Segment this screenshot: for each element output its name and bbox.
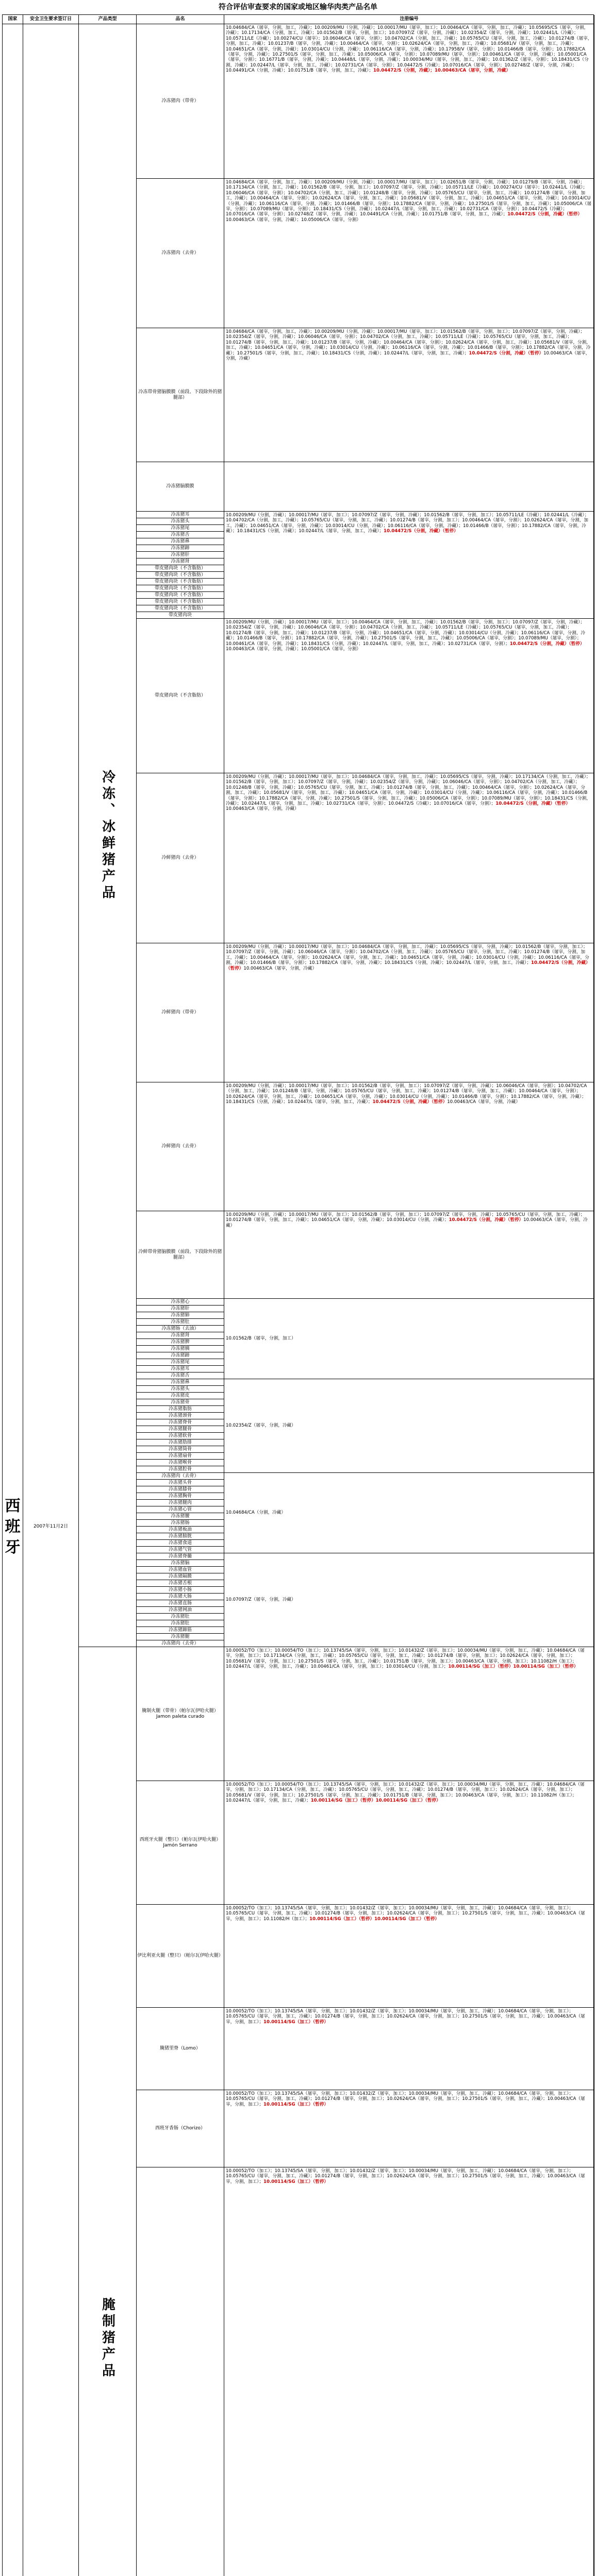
product-name: 带皮猪肉块（不含脂肪） [137,585,224,592]
registration-entry: 10.05006/CA（屠宰，分割）；10.07089/MU（屠宰，分割）； [419,795,545,801]
registration-entry: 10.01466/B（屠宰，分割）；10.17882/CA（屠宰，分割，冷藏）；10.27501/S（屠宰，分割，加工，冷藏）； [334,201,554,207]
registration-entry: 10.04651/CA（屠宰，分割，冷藏）；10.03014/CU（分割，冷藏）；10.06116/CA（屠宰，分割，冷藏）；10.17958/V（屠宰，分割）； [226,46,498,52]
registration-entry: 10.00464/CA（屠宰，分割）；10.02624/CA（屠宰，分割，加工，冷藏）；10.05681/V（屠宰，分割，加工，冷藏）； [226,785,586,796]
product-name: 冷冻猪腿肉 [137,1500,224,1506]
product-name: 冷冻猪隔膜 [137,1573,224,1580]
registration-entry: 10.01466/B（屠宰，分割）；10.17882/CA（屠宰，分割，冷藏）； [226,523,586,534]
header-country: 国家 [3,15,23,24]
registration-entry: 10.02624/CA（屠宰，分割，加工）； [387,1911,462,1917]
suspended-registration: 10.04472/S（分割，冷藏）（暂停） [509,641,585,647]
registration-entry: 10.00209/MU（分割，冷藏）；10.00017/MU（屠宰，加工）；10.00464/CA（屠宰，分割，加工，冷藏）； [226,620,440,625]
registration-entry: 10.00052/TO（加工）； [226,2009,275,2014]
page-title: 符合评估审查要求的国家或地区输华肉类产品名单 [219,3,377,11]
suspended-registration: 10.00114/SG（加工）（暂停） [263,2179,329,2184]
registration-entry: 10.00463/CA（屠宰，分割，冷藏） [226,1217,588,1228]
registration-entry: 10.00209/MU（分割，冷藏）；10.00017/MU（屠宰，加工）； [226,944,352,950]
registration-entry: 10.00463/CA（屠宰，分割，冷藏） [226,806,299,812]
product-name: 冷冻猪肚 [137,1614,224,1620]
product-name: 冷冻猪肺 [137,1312,224,1319]
product-name: 冷鲜带骨猪脑膜膜（前段、下段除外的猪腿部） [137,1211,224,1299]
product-name: 冷冻猪耳 [137,1366,224,1372]
product-name: 冷冻猪肉（带骨） [137,24,224,179]
registration-entry: 10.00464/CA（屠宰，分割）；10.02624/CA（屠宰，分割，加工，冷藏）；10.05681/V（屠宰，分割，加工，冷藏）； [340,41,576,47]
registration-entry: 10.18431/CS（分割，冷藏）；10.02447/L（屠宰，分割，加工，冷藏）； [322,350,469,356]
registration-entry: 10.04491/CA（分割，冷藏）；10.01751/B（屠宰，分割，加工，冷藏）； [360,212,508,217]
registration-entry: 10.02624/CA（屠宰，分割，加工）； [387,2174,462,2179]
product-name: 冷冻猪蹄 [137,1352,224,1359]
registration-entry: 10.04684/CA（屠宰，分割，加工，冷藏）；10.05695/CS（屠宰，分割，冷藏）； [352,944,516,950]
suspended-registration: 10.00114/SG（加工）（暂停） [513,1664,578,1670]
suspended-registration: 10.04472/S（分割，冷藏）（暂停） [384,529,458,534]
product-name: 冷冻猪肋排 [137,1439,224,1446]
registration-entry: 10.18431/CS（分割，冷藏）；10.02447/L（屠宰，分割，加工，冷藏）； [237,529,384,534]
product-name: 冷冻猪脊髓 [137,1553,224,1560]
registration-entry: 10.05765/CU（屠宰，分割，加工，冷藏）； [226,1911,315,1917]
registration-entry: 10.00052/TO（加工）； [226,1648,275,1653]
suspended-registration: 10.04472/S（分割，冷藏）（暂停） [495,801,570,807]
sign-date-cell: 2007年11月2日 [23,24,79,2576]
registration-entry: 10.00463/CA（屠宰，分割，冷藏） [447,1099,520,1105]
suspended-registration: 10.04472/S（分割，冷藏）（暂停） [469,350,544,356]
registration-entry: 10.02624/CA（屠宰，分割，加工）； [500,1653,575,1659]
product-name: 冷冻猪扇骨 [137,1453,224,1460]
product-name: 冷冻猪腰 [137,1513,224,1520]
registration-entry: 10.05765/CU（屠宰，分割，加工，冷藏）；10.01274/B（屠宰，分割，加工，冷藏）； [298,785,473,790]
registration-entry: 10.01466/B（屠宰，分割）；10.17882/CA（屠宰，分割，冷藏）；10.27501/S（屠宰，分割，加工，冷藏）； [237,636,457,641]
registration-entry: 10.05765/CU（屠宰，分割，加工，冷藏）；10.01274/B（屠宰，分割，加工，冷藏）；10.01237/B（屠宰，分割，冷藏）； [226,36,592,47]
registration-entry: 10.05765/CU（屠宰，分割，加工，冷藏）；10.01274/B（屠宰，分割，加工，冷藏）；10.01237/B（屠宰，分割，冷藏）； [226,334,572,345]
registration-entry: 10.11082/H（加工）； [263,1916,310,1922]
registration-entry: 10.05681/V（屠宰，分割，加工）； [226,1792,299,1798]
product-name: 带皮猪肉块（不含脂肪） [137,599,224,605]
registration-entry: 10.04472/S（冷藏）；10.07016/CA（屠宰，分割）； [388,801,496,807]
registration-entry: 10.27501/S（屠宰，分割，加工，冷藏）； [462,2174,548,2179]
registration-entry: 10.00034/MU（屠宰，分割，加工，冷藏）； [408,2009,499,2014]
product-name: 冷冻猪肝 [137,552,224,558]
registration-entry: 10.04684/CA（屠宰，分割，加工，冷藏）；10.00209/MU（分割，冷藏）；10.00017/MU（屠宰，加工）； [226,329,440,334]
registration-entry: 10.01466/B（屠宰，分割）；10.17882/CA（屠宰，分割，冷藏）； [250,960,385,966]
registration-entry: 10.04651/CA（屠宰，分割，冷藏）；10.03014/CU（分割，冷藏）；10.06116/CA（屠宰，分割，冷藏）； [226,955,589,966]
registration-entry: 10.05711/LE（冷藏）；10.00274/CU（屠宰）； [226,36,323,41]
header-product-type: 产品类型 [79,15,137,24]
product-name: 冷冻猪脊骨 [137,1419,224,1426]
product-name: 冷冻猪软骨 [137,1433,224,1439]
registration-numbers [224,773,594,943]
registration-entry: 10.27501/S（屠宰，分割，加工，冷藏）； [462,1911,548,1917]
registration-entry: 10.01751/B（屠宰，分割，加工）； [383,1792,456,1798]
registration-entry: 10.04702/CA（分割，加工，冷藏）；10.05765/CU（屠宰，分割，加工，冷藏）；10.01274/B（屠宰，分割，加工）； [226,518,462,523]
registration-entry: 10.00209/MU（分割，冷藏）；10.00017/MU（屠宰，加工）；10.07097/Z（屠宰，分割，冷藏）； [226,513,424,518]
registration-entry: 10.01274/B（屠宰，分割，加工）； [314,2174,387,2179]
product-name: 带皮猪肉块（不含脂肪） [137,565,224,572]
product-name: 冷冻猪肚 [137,1319,224,1326]
registration-entry: 10.06046/CA（屠宰，分割）；10.04702/CA（分割，加工，冷藏）；10.01248/B（屠宰，分割，冷藏）； [226,779,580,790]
suspended-registration: 10.04472/S（分割，冷藏）；10.00463/CA（屠宰，分割，冷藏） [373,68,511,74]
registration-entry: 10.00034/MU（屠宰，分割，加工，冷藏）； [408,2091,499,2096]
registration-entry: 10.01562/B（屠宰，分割，加工）；10.07097/Z（屠宰，分割，冷藏）； [226,944,588,955]
registration-entry: 10.00463/CA（屠宰，分割，冷藏） [243,965,317,971]
registration-entry: 10.00463/CA（屠宰，分割，加工）； [455,1658,531,1664]
registration-entry: 10.01274/B（屠宰，分割，加工）； [314,2014,387,2020]
registration-entry: 10.13745/SA（屠宰，分割，加工）； [323,1782,399,1787]
product-name [137,2167,224,2576]
header-product-name: 品名 [137,15,224,24]
registration-entry: 10.01562/B（屠宰，分割，加工）；10.07097/Z（屠宰，分割，冷藏）； [317,30,461,36]
product-name: 冷冻猪肾 [137,558,224,565]
suspended-registration: 10.00114/SG（加工）（暂停） [374,1916,440,1922]
registration-entry: 10.04684/CA（屠宰，分割，加工）； [226,1648,585,1659]
product-name: 冷冻猪小肠 [137,1587,224,1594]
registration-entry: 10.00034/MU（屠宰，分割，加工，冷藏）； [408,1906,499,1911]
product-name: 冷冻猪头 [137,518,224,525]
registration-entry: 10.00209/MU（分割，冷藏）；10.00017/MU（屠宰，加工）； [226,774,352,779]
registration-entry: 10.06046/CA（屠宰，分割）；10.04702/CA（分割，加工，冷藏）； [298,950,436,955]
registration-entry: 10.01466/B（屠宰，分割）；10.17882/CA（屠宰，分割，冷藏）；10.27501/S（屠宰，分割，加工，冷藏）； [226,790,588,801]
registration-entry: 10.00463/CA（屠宰，分割，加工）； [226,2014,585,2025]
product-name: 冷冻猪腿骨 [137,1426,224,1433]
registration-entry: 10.00464/CA（屠宰，分割）；10.02624/CA（屠宰，分割，加工，冷藏）；10.05681/V（屠宰，分割，加工，冷藏）； [226,340,591,351]
registration-entry: 10.18431/CS（分割，冷藏）；10.02447/L（屠宰，分割，加工，冷藏）；10.02731/CA（屠宰，分割）； [226,57,589,68]
registration-entry: 10.00052/TO（加工）； [226,1782,275,1787]
registration-numbers: 10.07097/Z（屠宰，分割，冷藏） [224,1553,594,1647]
registration-numbers: 10.04684/CA（分割，冷藏） [224,1473,594,1553]
registration-entry: 10.04684/CA（屠宰，分割，加工，冷藏）；10.05695/CS（屠宰，分割，冷藏）；10.17134/CA（分割，加工，冷藏）； [352,774,591,779]
registration-entry: 10.00464/CA（屠宰，分割）；10.02624/CA（屠宰，分割，加工，冷藏）； [226,1089,581,1099]
registration-entry: 10.04684/CA（屠宰，分割，加工，冷藏）；10.00209/MU（分割，冷藏）；10.00017/MU（屠宰，加工）； [226,25,440,30]
registration-entry: 10.27501/S（屠宰，分割，加工，冷藏）； [462,2096,548,2102]
registration-entry: 10.00464/CA（屠宰，分割）；10.02624/CA（屠宰，分割，加工，冷藏）；10.05681/V（屠宰，分割，加工，冷藏）； [250,196,487,201]
registration-numbers: 10.01562/B（屠宰，分割，加工） [224,1299,594,1379]
product-table [2,14,594,2576]
registration-numbers [224,2008,594,2090]
product-name: 冷冻猪舌 [137,532,224,538]
product-name: 冷冻猪皮 [137,1393,224,1399]
product-name: 冷冻猪腔骨 [137,1466,224,1473]
registration-entry: 10.27501/S（屠宰，分割，加工，冷藏）； [462,2014,548,2020]
registration-entry: 10.01274/B（屠宰，分割，加工）； [314,2096,387,2102]
registration-entry: 10.18431/CS（分割，冷藏）；10.02447/L（屠宰，分割，加工，冷藏）；10.02731/CA（屠宰，分割）； [226,795,591,807]
product-name: 腌制火腿（带骨）（帕尔瓦伊哈火腿） Jamon paleta curado [137,1647,224,1781]
registration-entry: 10.05006/CA（屠宰，分割）；10.07089/MU（屠宰，分割）；10.00461/CA（屠宰，分割，冷藏）； [357,52,558,58]
registration-entry: 10.05765/CU（屠宰，分割，加工，冷藏）；10.01274/B（屠宰，分割，加工，冷藏）； [226,1212,585,1223]
registration-entry: 10.04684/CA（屠宰，分割，加工）； [498,2009,574,2014]
registration-entry: 10.01466/B（屠宰，分割）；10.17882/CA（屠宰，分割，冷藏）；10.27501/S（屠宰，分割，加工，冷藏）； [226,345,591,356]
product-name: 冷鲜猪肉（去骨） [137,773,224,943]
registration-entry: 10.27501/S（屠宰，分割，加工，冷藏）； [298,1792,384,1798]
product-name: 冷冻猪喉骨 [137,1460,224,1466]
registration-entry: 10.00463/CA（屠宰，分割，冷藏）；10.05006/CA（屠宰，分割） [226,217,361,223]
registration-entry: 10.00464/CA（屠宰，分割）；10.02624/CA（屠宰，分割，加工，冷藏）； [226,518,589,529]
registration-entry: 10.04472/S（冷藏）；10.07016/CA（屠宰，分割）；10.02748/Z（屠宰，分割，冷藏）； [397,62,577,68]
registration-entry: 10.05765/CU（屠宰，分割，加工，冷藏）；10.01274/B（屠宰，分割，加工，冷藏）；10.01237/B（屠宰，分割，冷藏）； [226,625,572,636]
registration-entry: 10.18431/CS（分割，冷藏）；10.02447/L（屠宰，分割，加工，冷藏）； [226,1099,373,1105]
registration-entry: 10.04491/CA（分割，冷藏）；10.01751/B（屠宰，分割，加工，冷藏）； [226,68,374,74]
registration-entry: 10.01562/B（屠宰，分割，加工）；10.07097/Z（屠宰，分割，冷藏）；10.02354/Z（屠宰，分割，冷藏）； [226,779,443,785]
registration-entry: 10.17134/CA（分割，加工，冷藏）； [263,1653,339,1659]
registration-entry: 10.18431/CS（分割，冷藏）；10.02447/L（屠宰，分割，加工，冷藏）；10.02731/CA（屠宰，分割）； [313,207,522,212]
registration-entry: 10.06046/CA（屠宰，分割）；10.04702/CA（分割，加工，冷藏）；10.05711/LE（冷藏）； [298,334,484,340]
product-name: 带皮猪肉块 [137,612,224,619]
registration-entry: 10.01432/Z（屠宰，加工）； [350,2168,409,2174]
registration-entry: 10.04651/CA（屠宰，分割，冷藏）；10.03014/CU（分割，冷藏）；10.06116/CA（屠宰，分割，冷藏）； [226,196,591,207]
registration-entry: 10.05765/CU（屠宰，分割，加工，冷藏）；10.01274/B（屠宰，分割，加工，冷藏）； [226,950,586,960]
registration-entry: 10.13745/SA（屠宰，分割，加工）； [274,2009,350,2014]
registration-entry: 10.05681/V（屠宰，分割，加工）； [226,1658,299,1664]
registration-entry: 10.00052/TO（加工）； [226,1906,275,1911]
suspended-registration: 10.00114/SG（加工）（暂停） [310,1798,376,1804]
registration-entry: 10.04684/CA（屠宰，分割，加工）； [226,1782,585,1793]
registration-entry: 10.05765/CU（屠宰，分割，加工，冷藏）； [339,1787,428,1793]
registration-numbers-empty [224,462,594,512]
registration-entry: 10.18431/CS（分割，冷藏）；10.02447/L（屠宰，分割，加工，冷藏）；10.02731/CA（屠宰，分割）； [301,641,510,647]
product-name: 冷冻猪血管 [137,1567,224,1573]
product-name: 冷冻猪骨 [137,1399,224,1406]
product-name: 冷冻猪胸骨 [137,1493,224,1500]
product-name: 冷冻猪肠（去油） [137,1326,224,1332]
registration-entry: 10.27501/S（屠宰，分割，加工，冷藏）； [298,1658,384,1664]
registration-entry: 10.04472/S（冷藏）；10.07016/CA（屠宰，分割）；10.02748/Z（屠宰，分割，冷藏）； [226,207,568,217]
registration-entry: 10.04684/CA（屠宰，分割，加工）； [498,2091,574,2096]
product-name: 冷冻猪脾 [137,1339,224,1346]
product-name: 冷冻猪肾 [137,1332,224,1339]
suspended-registration: 10.00114/SG（加工）（暂停） [375,1798,441,1804]
registration-entry: 10.02624/CA（屠宰，分割，加工）； [500,1787,575,1793]
product-name: 冷冻猪头 [137,1386,224,1393]
product-name: 冷冻猪鼻 [137,538,224,545]
registration-entry: 10.06046/CA（屠宰，分割）；10.04702/CA（分割，加工，冷藏）；10.05711/LE（冷藏）； [298,625,484,631]
registration-entry: 10.01432/Z（屠宰，加工）； [350,2009,409,2014]
product-name: 带皮猪肉块（不含脂肪） [137,579,224,585]
registration-entry: 10.02651/B（屠宰，分割，冷藏）；10.01279/B（屠宰，分割，冷藏）；10.17134/CA（分割，加工，冷藏）； [226,180,585,191]
registration-entry: 10.05765/CU（屠宰，分割，加工，冷藏）； [226,2096,315,2102]
registration-entry: 10.13745/SA（屠宰，分割，加工）； [323,1648,399,1653]
product-name: 冷冻猪颈骨 [137,1413,224,1419]
registration-numbers [224,328,594,462]
registration-numbers [224,619,594,773]
registration-entry: 10.00209/MU（分割，冷藏）；10.00017/MU（屠宰，加工）； [226,1212,352,1217]
registration-entry: 10.05765/CU（屠宰，分割，加工，冷藏）； [226,2174,315,2179]
registration-entry: 10.00463/CA（屠宰，分割，加工）； [226,2174,585,2184]
registration-entry: 10.06046/CA（屠宰，分割）；10.04702/CA（分割，加工，冷藏）；10.01248/B（屠宰，分割，冷藏）； [226,1083,587,1094]
registration-entry: 10.05006/CA（屠宰，分割）；10.07089/MU（屠宰，分割）； [226,201,592,212]
product-name: 带皮猪肉块（不含脂肪） [137,572,224,579]
registration-numbers [224,943,594,1082]
product-name: 冷冻猪胰 [137,1346,224,1352]
registration-entry: 10.00463/CA（屠宰，分割，加工）； [226,2096,585,2107]
registration-entry: 10.05001/CA（屠宰，分割）；10.16771/B（屠宰，分割，冷藏）； [226,52,587,63]
product-name: 冷冻猪板油 [137,1527,224,1533]
registration-entry: 10.04448/L（屠宰，分割，冷藏）；10.00034/MU（屠宰，分割，加工，冷藏）；10.01362/Z（屠宰，分割）； [331,57,552,63]
registration-numbers [224,1781,594,1905]
suspended-registration: 10.00114/SG（加工）（暂停） [448,1664,514,1670]
product-name: 西班牙火腿（整只）（帕尔瓦伊哈火腿） Jamón Serrano [137,1781,224,1905]
product-name: 冷冻猪肉（去骨） [137,1640,224,1647]
suspended-registration: 10.04472/S（分割，冷藏）（暂停） [449,1217,524,1223]
product-name: 腌猪里脊（Lomo） [137,2008,224,2090]
product-name: 冷冻猪脑 [137,1560,224,1567]
registration-entry: 10.06046/CA（屠宰，分割）；10.04702/CA（分割，加工，冷藏）； [322,36,460,41]
product-name: 西班牙香肠（Chorizo） [137,2090,224,2167]
registration-entry: 10.13745/SA（屠宰，分割，加工）； [274,2091,350,2096]
product-name: 冷冻猪鼻 [137,1379,224,1386]
suspended-registration: 10.04472/S（分割，冷藏）（暂停） [507,212,582,217]
registration-entry: 10.01432/Z（屠宰，加工）； [398,1782,458,1787]
registration-entry: 10.02447/L（屠宰，分割，加工，冷藏）； [226,1664,311,1670]
product-name: 冷冻猪网油 [137,1607,224,1614]
registration-numbers [224,24,594,179]
registration-entry: 10.00463/CA（屠宰，分割，加工）； [226,1911,585,1922]
product-name: 冷冻猪膀胱 [137,1533,224,1540]
country-cell: 西班牙 [3,24,23,2576]
registration-entry: 10.00034/MU（屠宰，分割，加工，冷藏）； [408,2168,499,2174]
suspended-registration: 10.04472/S（分割，冷藏）（暂停） [226,960,590,971]
product-name: 冷冻猪膝骨 [137,1486,224,1493]
registration-entry: 10.13745/SA（屠宰，分割，加工）； [274,1906,350,1911]
product-name: 冷冻猪蹄筋 [137,1627,224,1634]
suspended-registration: 10.00114/SG（加工）（暂停） [309,1916,375,1922]
registration-entry: 10.18431/CS（分割，冷藏）；10.02447/L（屠宰，分割，加工，冷藏）； [384,960,532,966]
product-name: 冷冻猪蹄 [137,545,224,552]
registration-entry: 10.01432/Z（屠宰，加工）； [350,1906,409,1911]
product-name: 冷冻猪尾 [137,1359,224,1366]
product-name: 带皮猪肉块（不含脂肪） [137,605,224,612]
registration-entry: 10.00054/TO（加工）； [274,1782,324,1787]
registration-numbers [224,1905,594,2008]
registration-entry: 10.02624/CA（屠宰，分割，加工）； [387,2096,462,2102]
product-name: 冷冻猪肠 [137,1520,224,1527]
product-name: 冷冻猪脑膜膜 [137,462,224,512]
registration-entry: 10.05765/CU（屠宰，分割，加工，冷藏）； [339,1653,428,1659]
registration-entry: 10.04651/CA（屠宰，分割，冷藏）；10.03014/CU（分割，冷藏）；10.06116/CA（屠宰，分割，冷藏）； [349,790,562,796]
registration-entry: 10.00463/CA（屠宰，分割，冷藏） [226,350,590,362]
registration-entry: 10.00034/MU（屠宰，分割，加工，冷藏）； [457,1648,547,1653]
registration-entry: 10.01562/B（屠宰，分割，加工）；10.07097/Z（屠宰，分割，冷藏）； [301,185,446,191]
registration-entry: 10.00209/MU（分割，冷藏）；10.00017/MU（屠宰，加工）； [226,1083,352,1089]
registration-entry: 10.04651/CA（屠宰，分割，冷藏）；10.03014/CU（分割，冷藏）；10.06116/CA（屠宰，分割，冷藏）； [226,630,586,641]
product-name: 冷冻猪耳 [137,512,224,518]
registration-entry: 10.01274/B（屠宰，分割，加工）； [314,1911,387,1917]
registration-entry: 10.00463/CA（屠宰，分割，冷藏）；10.05001/CA（屠宰，分割） [226,647,361,652]
registration-entry: 10.00463/CA（屠宰，分割，加工）； [455,1792,531,1798]
product-name: 冷冻猪大肠 [137,1594,224,1600]
product-name: 冷冻猪肉（去骨） [137,1473,224,1480]
registration-numbers [224,2167,594,2576]
product-name: 带皮猪肉块（不含脂肪） [137,619,224,773]
registration-entry: 10.01562/B（屠宰，分割，加工）；10.07097/Z（屠宰，分割，冷藏）； [352,1212,496,1217]
registration-entry: 10.03014/CU（分割，加工）； [386,1664,449,1670]
product-name: 冷鲜猪肉（带骨） [137,943,224,1082]
registration-entry: 10.00464/CA（屠宰，分割，加工，冷藏）；10.05695/CS（屠宰，分割，冷藏）；10.17134/CA（分割，加工，冷藏）； [226,25,589,36]
registration-entry: 10.00052/TO（加工）； [226,2168,275,2174]
product-name: 冷冻猪气管 [137,1547,224,1553]
registration-entry: 10.01466/B（屠宰，分割）；10.17882/CA（屠宰，分割，冷藏）；10.27501/S（屠宰，分割，加工，冷藏）； [226,46,585,58]
registration-entry: 10.00052/TO（加工）； [226,2091,275,2096]
registration-numbers [224,1082,594,1211]
registration-entry: 10.00461/CA（屠宰，分割，加工）； [310,1664,386,1670]
product-name: 冷冻猪直肠 [137,1600,224,1607]
registration-numbers [224,1211,594,1299]
product-name: 冷冻猪舌 [137,1372,224,1379]
product-name: 冷冻猪头骨 [137,1480,224,1486]
header-registration: 注册编号 [224,15,594,24]
product-name: 冷冻猪尾 [137,525,224,532]
registration-entry: 10.01562/B（屠宰，分割，加工）；10.07097/Z（屠宰，分割，冷藏）；10.02354/Z（屠宰，分割，冷藏）； [226,329,585,340]
registration-entry: 10.02624/CA（屠宰，分割，加工）； [387,2014,462,2020]
registration-numbers [224,1647,594,1781]
header-sign-date: 安全卫生要求签订日 [23,15,79,24]
registration-entry: 10.04651/CA（屠宰，分割，冷藏）；10.03014/CU（分割，冷藏）； [311,1217,449,1223]
registration-entry: 10.05711/LE（冷藏）；10.00274/CU（屠宰）；10.02441/L（冷藏）； [445,185,588,191]
product-name: 冷冻猪舌根 [137,1580,224,1587]
registration-entry: 10.04684/CA（屠宰，分割，加工）； [498,1906,574,1911]
registration-entry: 10.17134/CA（分割，加工，冷藏）； [263,1787,339,1793]
product-name: 冷冻猪腿 [137,1634,224,1640]
registration-entry: 10.06046/CA（屠宰，分割）；10.04702/CA（分割，加工，冷藏）；10.01248/B（屠宰，分割，冷藏）； [226,190,436,196]
registration-entry: 10.11082/H（加工）； [531,1658,577,1664]
registration-numbers [224,2090,594,2167]
registration-entry: 10.04651/CA（屠宰，分割，冷藏）；10.03014/CU（分割，冷藏）；10.06116/CA（屠宰，分割，冷藏）； [250,523,463,529]
registration-entry: 10.13745/SA（屠宰，分割，加工）； [274,2168,350,2174]
registration-entry: 10.01562/B（屠宰，分割，加工）；10.07097/Z（屠宰，分割，冷藏）；10.02354/Z（屠宰，分割，冷藏）； [226,620,585,631]
registration-entry: 10.05765/CU（屠宰，分割，加工，冷藏）；10.01274/B（屠宰，分割，加工，冷藏）； [344,1089,519,1094]
product-name: 冷冻猪心 [137,1299,224,1306]
registration-entry: 10.04684/CA（屠宰，分割，加工）； [498,2168,574,2174]
registration-entry: 10.01466/B（屠宰，分割）；10.17882/CA（屠宰，分割，冷藏）； [452,1094,586,1099]
registration-entry: 10.01562/B（屠宰，分割，加工）；10.07097/Z（屠宰，分割，冷藏）； [352,1083,496,1089]
category-frozen: 冷冻、冰鲜猪产品 [79,24,137,1647]
registration-numbers: 10.02354/Z（屠宰，分割，冷藏） [224,1379,594,1473]
registration-entry: 10.01432/Z（屠宰，加工）； [398,1648,458,1653]
product-name: 冷冻带骨猪脑膜膜（前段、下段除外的猪腿部） [137,328,224,462]
registration-numbers [224,179,594,328]
registration-entry: 10.05765/CU（屠宰，分割，加工，冷藏）；10.01274/B（屠宰，分割，加工，冷藏）； [226,190,586,201]
registration-entry: 10.00464/CA（屠宰，分割）；10.02624/CA（屠宰，分割，加工，冷藏）； [250,955,401,960]
product-name: 冷鲜猪肉（去骨） [137,1082,224,1211]
registration-numbers [224,512,594,619]
product-name: 冷冻猪筒骨 [137,1446,224,1453]
registration-entry: 10.02354/Z（屠宰，分割，冷藏）；10.02441/L（冷藏）； [461,30,578,36]
registration-entry: 10.01274/B（屠宰，分割，加工）； [427,1653,500,1659]
registration-entry: 10.11082/H（加工）； [531,1792,577,1798]
product-name: 冷冻猪脂肪 [137,1406,224,1413]
registration-entry: 10.01274/B（屠宰，分割，加工）； [427,1787,500,1793]
suspended-registration: 10.00114/SG（加工）（暂停） [263,2102,329,2107]
registration-entry: 10.02447/L（屠宰，分割，加工，冷藏）； [226,1798,311,1804]
registration-entry: 10.00034/MU（屠宰，分割，加工，冷藏）； [457,1782,547,1787]
product-name: 冷冻猪食道 [137,1540,224,1547]
product-name: 冷冻猪肉（去骨） [137,179,224,328]
registration-entry: 10.04651/CA（屠宰，分割，冷藏）；10.03014/CU（分割，冷藏）； [314,1094,452,1099]
category-cured: 腌制猪产品 [79,1647,137,2576]
registration-entry: 10.05006/CA（屠宰，分割）；10.07089/MU（屠宰，分割）；10.00461/CA（屠宰，分割，冷藏）； [226,636,582,647]
registration-entry: 10.04651/CA（屠宰，分割，冷藏）；10.03014/CU（分割，冷藏）；10.06116/CA（屠宰，分割，冷藏）； [254,345,468,351]
product-name: 冷冻猪心管 [137,1506,224,1513]
suspended-registration: 10.04472/S（分割，冷藏）（暂停） [372,1099,448,1105]
registration-entry: 10.01751/B（屠宰，分割，加工）； [383,1658,456,1664]
product-name: 伊比利亚火腿（整只）（帕尔瓦伊哈火腿） [137,1905,224,2008]
registration-entry: 10.05765/CU（屠宰，分割，加工，冷藏）； [226,2014,315,2020]
registration-entry: 10.04684/CA（屠宰，分割，加工，冷藏）；10.00209/MU（分割，冷藏）；10.00017/MU（屠宰，加工）； [226,180,440,185]
registration-entry: 10.01432/Z（屠宰，加工）； [350,2091,409,2096]
suspended-registration: 10.00114/SG（加工）（暂停） [263,2019,329,2025]
product-name: 冷冻猪肚 [137,1620,224,1627]
product-name: 带皮猪肉块（不含脂肪） [137,592,224,599]
registration-entry: 10.00054/TO（加工）； [274,1648,324,1653]
product-name: 冷冻猪肝 [137,1306,224,1312]
registration-entry: 10.01562/B（屠宰，分割，加工）；10.05711/LE（冷藏）；10.02441/L（冷藏）； [424,513,589,518]
